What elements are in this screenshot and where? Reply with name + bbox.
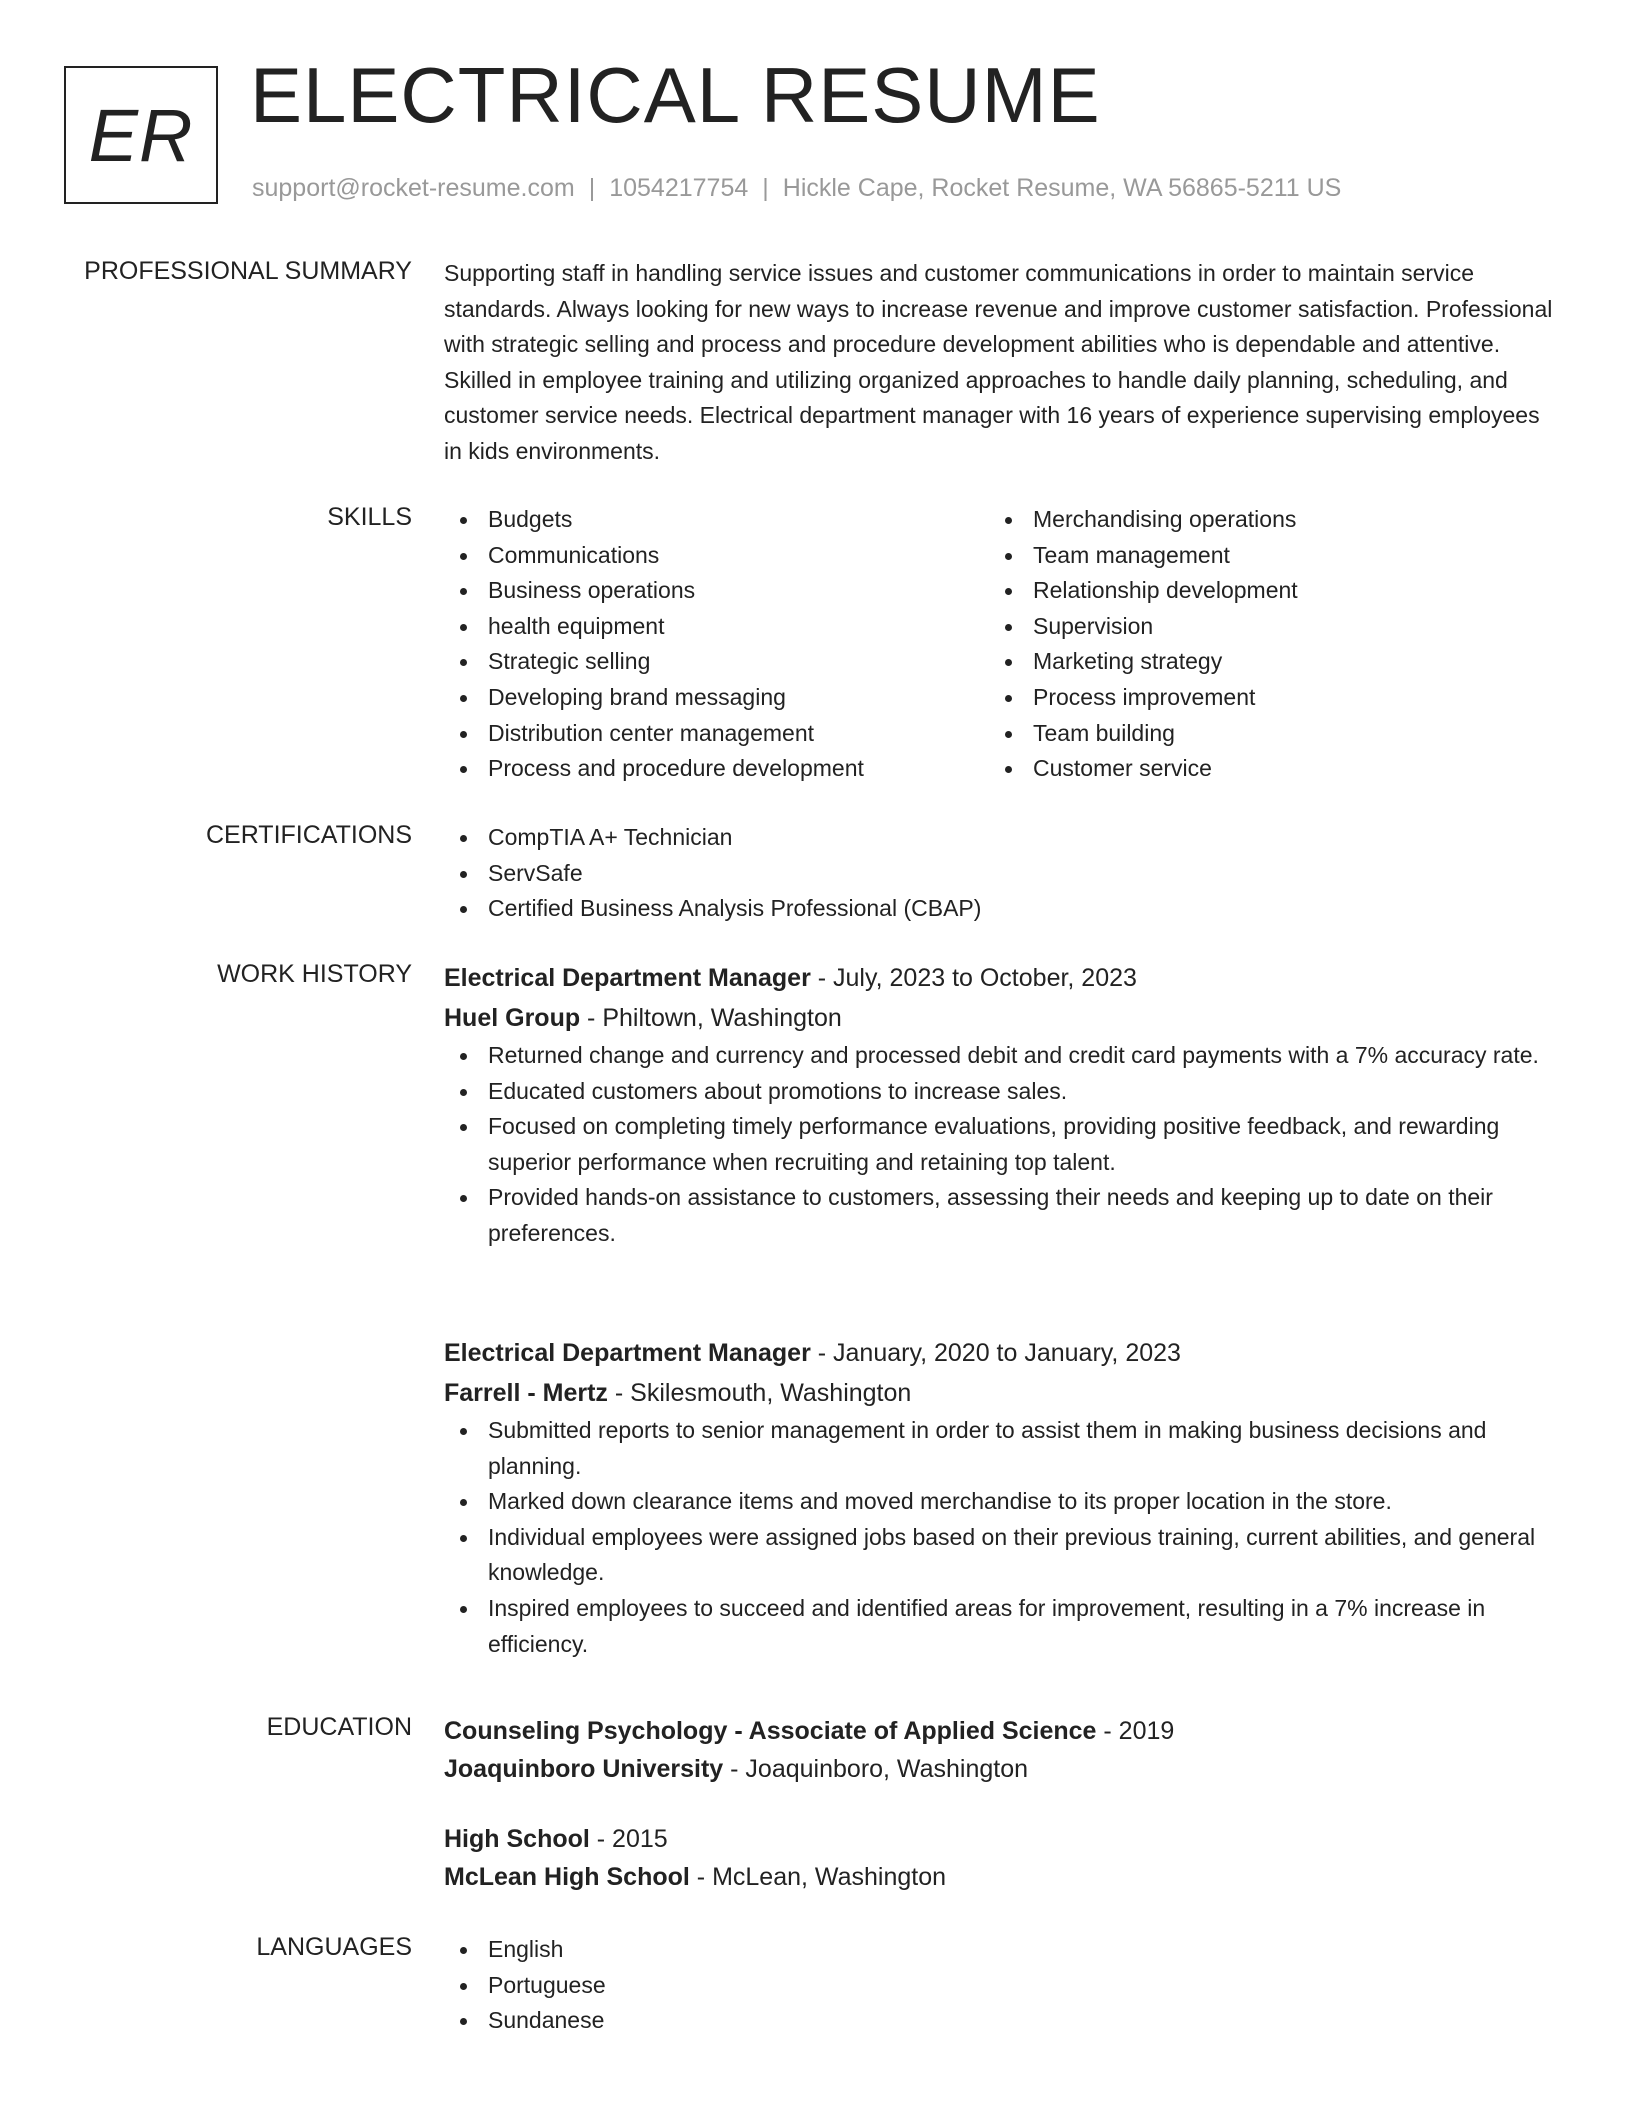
skill-item: Budgets: [444, 502, 989, 538]
languages-body: [444, 1932, 1554, 2039]
job-location: - Skilesmouth, Washington: [607, 1379, 912, 1407]
job-position: Electrical Department Manager: [444, 964, 811, 992]
job-bullet: Returned change and currency and processed debit and credit card payments with a 7% accuracy rate.: [444, 1038, 1554, 1074]
job-bullet: Marked down clearance items and moved merchandise to its proper location in the store.: [444, 1484, 1554, 1520]
education-school: Joaquinboro University: [444, 1755, 724, 1783]
contact-separator: |: [588, 174, 596, 202]
skill-item: Supervision: [989, 609, 1534, 645]
job-company: Farrell - Mertz: [444, 1379, 608, 1407]
contact-email: support@rocket-resume.com: [252, 174, 575, 202]
skill-item: Business operations: [444, 573, 989, 609]
education-location: - McLean, Washington: [689, 1863, 946, 1891]
education-entry: [444, 1712, 1554, 1788]
job-bullet: Focused on completing timely performance evaluations, providing positive feedback, and rewarding superior performance when recruiting and retaining top talent.: [444, 1109, 1554, 1180]
language-item: English: [444, 1932, 1554, 1968]
skill-item: Team management: [989, 538, 1534, 574]
skill-item: Relationship development: [989, 573, 1534, 609]
skill-item: Distribution center management: [444, 716, 989, 752]
skill-item: Developing brand messaging: [444, 680, 989, 716]
summary-title: PROFESSIONAL SUMMARY: [84, 257, 412, 285]
contact-separator: |: [762, 174, 769, 202]
job-bullets: [444, 1038, 1554, 1252]
job-bullets: [444, 1413, 1554, 1662]
job-title-line: [444, 958, 1554, 998]
job-dates: - January, 2020 to January, 2023: [810, 1339, 1181, 1367]
education-degree: High School: [444, 1825, 590, 1853]
job-location: - Philtown, Washington: [580, 1004, 842, 1032]
contact-phone: 1054217754: [609, 174, 749, 202]
skill-item: Customer service: [989, 751, 1534, 787]
education-school: McLean High School: [444, 1863, 690, 1891]
job-bullet: Individual employees were assigned jobs based on their previous training, current abilities, and general knowledge.: [444, 1520, 1554, 1591]
education-title: EDUCATION: [266, 1713, 412, 1741]
education-school-line: [444, 1750, 1554, 1788]
skill-item: Marketing strategy: [989, 644, 1534, 680]
resume-name: ELECTRICAL RESUME: [250, 51, 1101, 139]
languages-list: [444, 1932, 1554, 2039]
skill-item: Communications: [444, 538, 989, 574]
skill-item: Team building: [989, 716, 1534, 752]
job-title-line: [444, 1333, 1554, 1373]
skills-list-left: [444, 502, 989, 787]
work-history-title: WORK HISTORY: [217, 960, 412, 988]
certification-item: CompTIA A+ Technician: [444, 820, 1554, 856]
education-degree-line: [444, 1820, 1554, 1858]
contact-address: Hickle Cape, Rocket Resume, WA 56865-5211 US: [782, 174, 1342, 202]
job-bullet: Educated customers about promotions to increase sales.: [444, 1074, 1554, 1110]
certifications-body: [444, 820, 1554, 927]
certification-item: ServSafe: [444, 856, 1554, 892]
job-position: Electrical Department Manager: [444, 1339, 811, 1367]
education-degree-line: [444, 1712, 1554, 1750]
languages-title: LANGUAGES: [256, 1933, 412, 1961]
education-year: - 2019: [1096, 1717, 1175, 1745]
job-company-line: [444, 1373, 1554, 1413]
job-entry: [444, 958, 1554, 1252]
job-bullet: Inspired employees to succeed and identified areas for improvement, resulting in a 7% increase in efficiency.: [444, 1591, 1554, 1662]
job-entry: [444, 1333, 1554, 1662]
work-history-body-2: [444, 1333, 1554, 1662]
contact-line: [252, 174, 1341, 203]
skill-item: Process improvement: [989, 680, 1534, 716]
skills-title: SKILLS: [327, 503, 412, 531]
certifications-title: CERTIFICATIONS: [205, 821, 412, 849]
job-bullet: Provided hands-on assistance to customers, assessing their needs and keeping up to date on their preferences.: [444, 1180, 1554, 1251]
job-bullet: Submitted reports to senior management in order to assist them in making business decisions and planning.: [444, 1413, 1554, 1484]
education-location: - Joaquinboro, Washington: [723, 1755, 1029, 1783]
education-body: [444, 1712, 1554, 1788]
skills-columns: [444, 502, 1554, 787]
education-year: - 2015: [589, 1825, 668, 1853]
education-degree: Counseling Psychology - Associate of Applied Science: [444, 1717, 1097, 1745]
skill-item: Process and procedure development: [444, 751, 989, 787]
job-company: Huel Group: [444, 1004, 581, 1032]
certifications-list: [444, 820, 1554, 927]
job-company-line: [444, 998, 1554, 1038]
education-body-2: [444, 1820, 1554, 1896]
skill-item: Merchandising operations: [989, 502, 1534, 538]
skills-list-right: [989, 502, 1534, 787]
skill-item: health equipment: [444, 609, 989, 645]
education-school-line: [444, 1858, 1554, 1896]
summary-text: Supporting staff in handling service issues and customer communications in order to maintain service standards. Always looking for new ways to increase revenue and improve customer satisfaction. Professional with strategic selling and process and procedure development abilities who is dependable and attentive. Skilled in employee training and utilizing organized approaches to handle daily planning, scheduling, and customer service needs. Electrical department manager with 16 years of experience supervising employees in kids environments.: [444, 260, 1553, 464]
monogram: ER: [64, 66, 218, 204]
language-item: Sundanese: [444, 2003, 1554, 2039]
job-dates: - July, 2023 to October, 2023: [810, 964, 1137, 992]
certification-item: Certified Business Analysis Professional (CBAP): [444, 891, 1554, 927]
language-item: Portuguese: [444, 1968, 1554, 2004]
skill-item: Strategic selling: [444, 644, 989, 680]
education-entry: [444, 1820, 1554, 1896]
work-history-body: [444, 958, 1554, 1252]
